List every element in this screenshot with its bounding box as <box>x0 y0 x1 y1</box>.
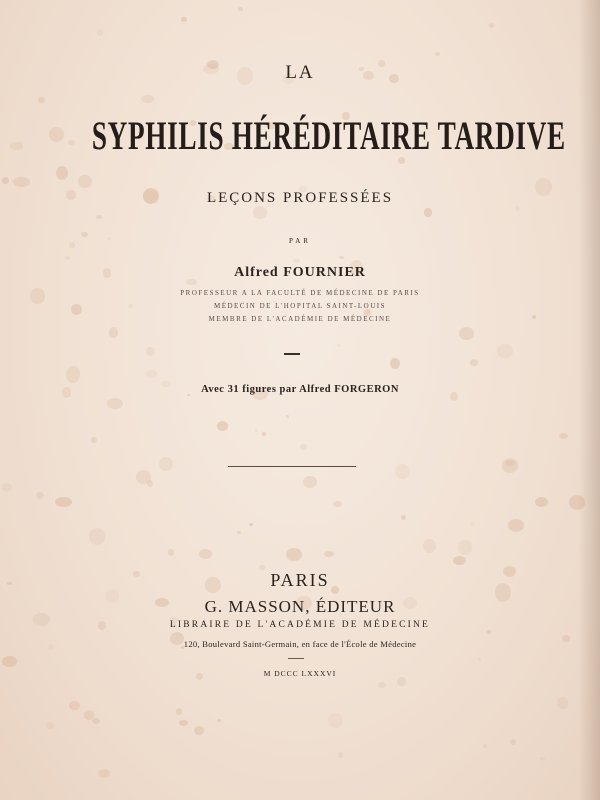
foxing-spot <box>2 483 12 492</box>
author-role-2: MÉDECIN DE L'HOPITAL SAINT-LOUIS <box>213 302 387 310</box>
foxing-spot <box>36 492 43 499</box>
imprint-city: PARIS <box>270 570 330 590</box>
foxing-spot <box>96 215 101 219</box>
foxing-spot <box>515 206 520 211</box>
foxing-spot <box>56 166 68 180</box>
foxing-spot <box>478 658 481 661</box>
foxing-spot <box>199 549 213 559</box>
foxing-spot <box>217 421 228 431</box>
foxing-spot <box>181 17 187 22</box>
book-title: SYPHILIS HÉRÉDITAIRE TARDIVE <box>91 113 566 158</box>
foxing-spot <box>486 630 491 633</box>
foxing-spot <box>109 327 118 338</box>
foxing-spot <box>435 52 439 56</box>
book-subtitle: LEÇONS PROFESSÉES <box>206 190 394 206</box>
foxing-spot <box>337 344 340 347</box>
foxing-spot <box>559 433 568 439</box>
foxing-spot <box>259 565 266 569</box>
foxing-spot <box>55 497 72 507</box>
imprint-date: M DCCC LXXXVI <box>263 669 337 678</box>
foxing-spot <box>502 458 519 473</box>
foxing-spot <box>38 97 44 103</box>
foxing-spot <box>510 739 516 745</box>
foxing-spot <box>424 208 433 217</box>
author-name: Alfred FOURNIER <box>234 265 366 280</box>
foxing-spot <box>470 522 475 526</box>
foxing-spot <box>390 358 400 369</box>
foxing-spot <box>333 501 342 507</box>
foxing-spot <box>194 726 203 736</box>
foxing-spot <box>397 677 405 687</box>
foxing-spot <box>453 556 465 565</box>
foxing-spot <box>146 370 158 378</box>
foxing-spot <box>249 523 253 526</box>
foxing-spot <box>328 713 343 729</box>
foxing-spot <box>303 476 316 488</box>
foxing-spot <box>65 256 70 260</box>
foxing-spot <box>401 515 406 520</box>
foxing-spot <box>2 656 17 667</box>
author-role-1: PROFESSEUR A LA FACULTÉ DE MÉDECINE DE PARIS <box>180 289 420 297</box>
foxing-spot <box>300 444 307 449</box>
foxing-spot <box>159 457 173 471</box>
foxing-spot <box>286 415 290 418</box>
foxing-spot <box>84 710 94 720</box>
foxing-spot <box>324 551 334 557</box>
divider-tiny <box>288 658 304 659</box>
foxing-spot <box>423 539 436 553</box>
figures-credit: Avec 31 figures par Alfred FORGERON <box>201 384 399 395</box>
foxing-spot <box>459 327 474 341</box>
foxing-spot <box>262 432 266 436</box>
page-edge-shadow <box>578 0 600 800</box>
foxing-spot <box>81 232 88 237</box>
foxing-spot <box>497 344 513 358</box>
foxing-spot <box>535 497 548 507</box>
foxing-spot <box>179 720 187 726</box>
foxing-spot <box>49 127 65 142</box>
foxing-spot <box>69 701 79 710</box>
imprint-address: 120, Boulevard Saint-Germain, en face de l'École de Médecine <box>183 639 417 649</box>
imprint-publisher-role: LIBRAIRE DE L'ACADÉMIE DE MÉDECINE <box>169 620 431 630</box>
foxing-spot <box>293 258 300 263</box>
foxing-spot <box>89 528 106 545</box>
foxing-spot <box>339 256 344 259</box>
foxing-spot <box>147 480 154 487</box>
foxing-spot <box>176 708 182 715</box>
foxing-spot <box>68 140 75 145</box>
foxing-spot <box>46 722 54 728</box>
title-article: LA <box>285 62 315 83</box>
foxing-spot <box>98 769 110 779</box>
foxing-spot <box>286 548 301 561</box>
foxing-spot <box>146 347 155 356</box>
foxing-spot <box>378 682 386 689</box>
author-role-3: MEMBRE DE L'ACADÉMIE DE MÉDECINE <box>208 315 392 323</box>
imprint-publisher: G. MASSON, ÉDITEUR <box>204 597 396 616</box>
foxing-spot <box>10 142 22 149</box>
foxing-spot <box>540 757 545 760</box>
foxing-spot <box>253 206 268 219</box>
foxing-spot <box>470 359 479 366</box>
foxing-spot <box>78 175 92 189</box>
foxing-spot <box>13 177 30 187</box>
foxing-spot <box>255 429 258 432</box>
foxing-spot <box>2 177 9 183</box>
foxing-spot <box>141 95 154 103</box>
foxing-spot <box>338 752 343 757</box>
foxing-spot <box>168 549 174 555</box>
divider-long <box>228 466 356 467</box>
foxing-spot <box>91 437 97 443</box>
foxing-spot <box>97 29 103 36</box>
foxing-spot <box>557 697 568 709</box>
foxing-spot <box>107 398 123 409</box>
foxing-spot <box>458 540 472 555</box>
foxing-spot <box>395 464 410 479</box>
foxing-spot <box>92 718 100 724</box>
foxing-spot <box>508 519 524 532</box>
foxing-spot <box>238 7 243 11</box>
foxing-spot <box>66 366 80 383</box>
foxing-spot <box>237 531 241 534</box>
foxing-spot <box>217 719 221 722</box>
divider-short <box>284 353 300 355</box>
by-label: PAR <box>289 237 311 245</box>
foxing-spot <box>483 744 487 748</box>
foxing-spot <box>489 23 494 28</box>
